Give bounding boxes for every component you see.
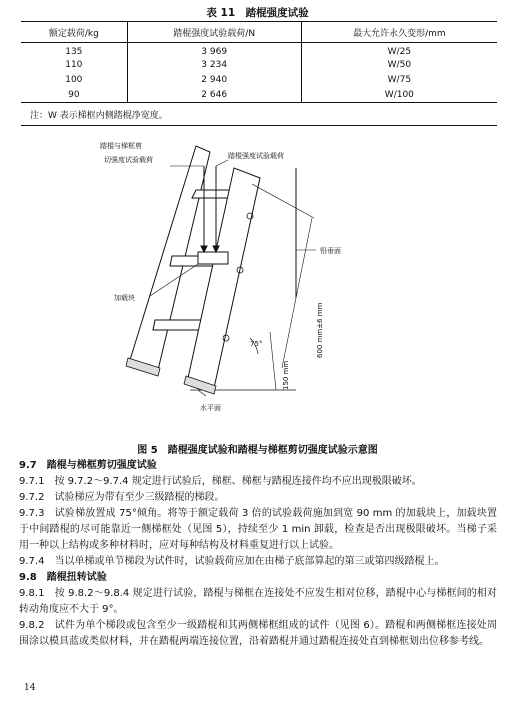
table-cell: 2 940 bbox=[127, 73, 301, 88]
section-heading-9-8: 9.8 踏棍扭转试验 bbox=[19, 572, 107, 583]
label-load-block: 加载块 bbox=[114, 294, 135, 302]
label-wall: 铅垂面 bbox=[320, 247, 341, 255]
table-cell: 110 bbox=[65, 60, 83, 70]
ladder-test-diagram bbox=[100, 138, 390, 438]
label-shear-load-1: 踏棍与梯框剪 bbox=[100, 142, 142, 150]
label-height: 150 mm bbox=[282, 360, 290, 390]
table-header-row bbox=[21, 22, 497, 43]
clause-9-8-1: 9.8.1 按 9.8.2～9.8.4 规定进行试验，踏棍与梯框在连接处不应发生相对位移，踏棍中心与梯框间的相对转动角度应不大于 9°。 bbox=[19, 588, 497, 615]
table-note-row bbox=[21, 103, 497, 126]
label-ground: 水平面 bbox=[200, 404, 221, 412]
table-cell: 90 bbox=[68, 89, 80, 100]
clause-9-7-1: 9.7.1 按 9.7.2～9.7.4 规定进行试验后，梯框、梯框与踏棍连接件均不应出现极限破坏。 bbox=[19, 476, 422, 487]
table-row bbox=[21, 58, 497, 73]
label-length: 600 mm±6 mm bbox=[316, 302, 324, 358]
table-cell: W/75 bbox=[301, 73, 497, 88]
clause-9-7-2: 9.7.2 试验梯应为带有至少三级踏棍的梯段。 bbox=[19, 492, 225, 503]
table-row bbox=[21, 73, 497, 88]
label-angle: 75° bbox=[250, 340, 263, 348]
rung-strength-table bbox=[21, 21, 497, 126]
header-test-load: 踏棍强度试验载荷/N bbox=[127, 22, 301, 43]
table-row bbox=[21, 88, 497, 103]
table-note: 注：W 表示梯框内侧踏棍净宽度。 bbox=[21, 103, 497, 126]
page-number: 14 bbox=[24, 683, 36, 693]
clause-9-7-3: 9.7.3 试验梯放置成 75°倾角。将等于额定载荷 3 倍的试验载荷施加到宽 90 mm 的加载块上，加载块置于中间踏棍的尽可能靠近一侧梯框处（见图 5），持续至少 1 min 卸载，检查是否出现极限破坏。当梯子采用一种以上结构或多种材料时，应对每种结构及材料重复进行以上试验。 bbox=[19, 508, 497, 551]
table-cell: W/100 bbox=[301, 88, 497, 103]
header-rated-load: 额定载荷/kg bbox=[21, 22, 127, 43]
load-arrows bbox=[201, 166, 219, 252]
dimension-lines bbox=[252, 184, 314, 390]
header-max-deformation: 最大允许永久变形/mm bbox=[301, 22, 497, 43]
table-caption: 表 11 踏棍强度试验 bbox=[206, 7, 309, 19]
table-cell: 3 969 bbox=[127, 43, 301, 58]
table-cell: 3 234 bbox=[127, 58, 301, 73]
clause-9-7-4: 9.7.4 当以单梯或单节梯段为试件时，试验载荷应加在由梯子底部算起的第三或第四级踏棍上。 bbox=[19, 556, 445, 567]
table-cell: W/50 bbox=[301, 58, 497, 73]
label-strength-load: 踏棍强度试验载荷 bbox=[228, 152, 284, 160]
label-shear-load-2: 切强度试验载荷 bbox=[104, 156, 153, 164]
table-cell: 100 bbox=[65, 75, 83, 85]
table-row bbox=[21, 43, 497, 58]
clause-9-8-2: 9.8.2 试件为单个梯段或包含至少一级踏棍和其两侧梯框组成的试件（见图 6）。踏棍和两侧梯框连接处周围涂以模具蓝或类似材料，并在踏棍两端连接位置，沿着踏棍并通过踏棍连接处直到梯框划出位移参考线。 bbox=[19, 620, 497, 647]
load-block bbox=[198, 252, 228, 264]
table-cell: 135 bbox=[65, 46, 83, 57]
table-cell: W/25 bbox=[301, 43, 497, 58]
figure-caption: 图 5 踏棍强度试验和踏棍与梯框剪切强度试验示意图 bbox=[137, 445, 378, 456]
table-cell: 2 646 bbox=[127, 88, 301, 103]
section-heading-9-7: 9.7 踏棍与梯框剪切强度试验 bbox=[19, 460, 157, 471]
